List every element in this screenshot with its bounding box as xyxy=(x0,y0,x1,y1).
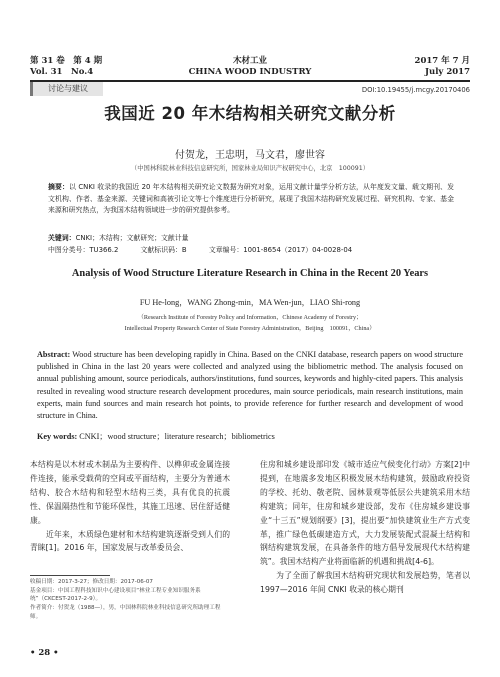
article-title-en: Analysis of Wood Structure Literature Research in China in the Recent 20 Years xyxy=(71,268,429,279)
footnotes xyxy=(30,578,230,622)
abstract-en-text: Wood structure has been developing rapidly in China. Based on the CNKI database, research papers on wood structure published in China in the last 20 years were collected and analyzed using the bibliometric method. The analysis focused on annual publishing amount, source periodicals, authors/institutions, fund sources, keywords and highly-cited papers. This analysis resulted in revealing wood structure research development procedures, main source periodicals, main research institutions, main experts, main fund sources and main research hot points, to provide reference for further research and development of wood structure in China. xyxy=(37,350,463,421)
clc-number: 中图分类号：TU366.2 xyxy=(48,246,119,254)
keywords-en xyxy=(37,431,463,442)
journal-name-cn: 木材工业 xyxy=(232,56,267,66)
footnote-rule xyxy=(30,575,110,576)
abstract-en xyxy=(37,349,463,422)
keywords-en-text: CNKI；wood structure；literature research；bibliometrics xyxy=(79,432,275,441)
abstract-cn xyxy=(48,182,454,217)
issue-date-en: July 2017 xyxy=(425,67,470,77)
page-number: • 28 • xyxy=(30,648,59,658)
classification-cn xyxy=(48,244,372,254)
document-code: 文献标识码：B xyxy=(140,246,187,254)
issue-date-cn: 2017 年 7 月 xyxy=(414,56,470,66)
keywords-cn-text: CNKI；木结构；文献研究；文献计量 xyxy=(75,234,189,242)
abstract-cn-text: 以 CNKI 收录的我国近 20 年木结构相关研究论文数据为研究对象，运用文献计量学分析方法，从年度发文量、载文期刊、发文机构、作者、基金来源、关键词和高被引论文等七个维度进行分析研究，展现了我国木结构研究发展过程、研究机构、专家、基金来源和研究热点，为我国木结构领域进一步的研究提供参考。 xyxy=(48,183,455,215)
affiliation-en-line-1: （Research Institute of Forestry Policy and Information，Chinese Academy of Forestry； xyxy=(137,314,363,321)
keywords-cn-label: 关键词： xyxy=(48,234,76,242)
affiliation-en xyxy=(0,312,500,334)
footnote-received: 收稿日期：2017-3-27；修改日期：2017-06-07 xyxy=(30,579,153,585)
doi: DOI:10.19455/j.mcgy.20170406 xyxy=(361,86,470,94)
abstract-cn-label: 摘要： xyxy=(48,183,70,191)
body-column-right: 住房和城乡建设部印发《城市适应气候变化行动》方案[2]中提到，在地震多发地区积极发展木结构建筑，鼓励政府投资的学校、托幼、敬老院、园林景观等低层公共建筑采用木结构建筑；同年，住房和城乡建设部，发布《住房城乡建设事业“十三五”规划纲要》[3]，提出要“加快建筑业生产方式变革，推广绿色低碳建造方式，大力发展装配式混凝土结构和钢结构建筑发展，在具备条件的地方倡导发展现代木结构建筑”。我国木结构产业将面临新的机遇和挑战[4-6]。 为了全面了解我国木结构研究现状和发展趋势，笔者以 1997—2016 年间 CNKI 收录的核心期刊 xyxy=(260,460,470,595)
footnote-author: 作者简介：付贺龙（1988—），男，中国林科院林业科技信息研究所助理工程师。 xyxy=(30,605,221,620)
volume-issue-en: Vol. 31 No.4 xyxy=(30,67,94,77)
section-tag: 讨论与建议 xyxy=(30,82,103,96)
footnote-fund: 基金项目：中国工程科技知识中心建设项目“林业工程专业知识服务系统”（CKCEST-2017-2-9）。 xyxy=(30,587,201,603)
volume-issue-cn: 第 31 卷 第 4 期 xyxy=(30,56,103,66)
authors-en: FU He-long，WANG Zhong-min，MA Wen-jun，LIAO Shi-rong xyxy=(139,298,361,307)
affiliation-en-line-2: Intellectual Property Research Center of State Forestry Administration，Beijing 100091，China） xyxy=(124,325,376,332)
affiliation-cn: （中国林科院林业科技信息研究所，国家林业局知识产权研究中心，北京 100091） xyxy=(130,165,370,172)
article-title-cn: 我国近 20 年木结构相关研究文献分析 xyxy=(104,104,396,123)
keywords-en-label: Key words: xyxy=(37,432,78,441)
authors-cn: 付贺龙，王忠明，马文君，廖世容 xyxy=(175,150,325,161)
abstract-en-label: Abstract: xyxy=(37,350,71,359)
article-number: 文章编号：1001-8654（2017）04-0028-04 xyxy=(208,246,353,254)
keywords-cn xyxy=(48,232,189,242)
body-column-left: 本结构是以木材或木制品为主要构件、以榫卯或金属连接件连接，能承受载荷的空间或平面结构，主要分为普通木结构、胶合木结构和轻型木结构三类，具有优良的抗震性、保温隔热性和节能环保性，其施工迅速、居住舒适健康。 近年来，木质绿色建材和木结构建筑逐渐受到人们的青睐[1]。2016 年，国家发展与改革委员会、 xyxy=(30,460,230,553)
journal-name-en: CHINA WOOD INDUSTRY xyxy=(188,67,312,77)
